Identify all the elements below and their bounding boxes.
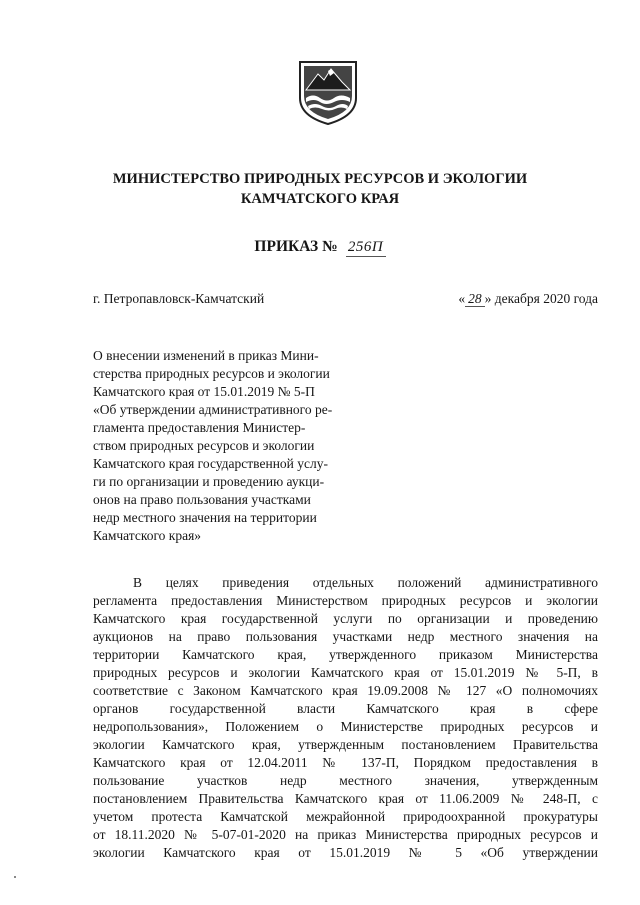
order-subject xyxy=(93,347,365,545)
date-open-quote: « xyxy=(458,291,466,306)
date-day: 28 xyxy=(465,291,485,307)
body-line: аукционов на право пользования участками недр местного значения на xyxy=(93,629,598,644)
body-line: постановлением Правительства Камчатского края от 11.06.2009 № 248-П, с xyxy=(93,791,598,806)
body-line: Камчатского края государственной услуги по организации и проведению xyxy=(93,611,598,626)
body-line: учетом протеста Камчатской межрайонной природоохранной прокуратуры xyxy=(93,809,598,824)
subject-line: ством природных ресурсов и экологии xyxy=(93,438,315,453)
body-line: территории Камчатского края, утвержденного приказом Министерства xyxy=(93,647,598,662)
order-body xyxy=(93,574,598,862)
order-label: ПРИКАЗ № xyxy=(254,238,338,255)
body-line: Камчатского края от 12.04.2011 № 137-П, Порядком предоставления в xyxy=(93,755,598,770)
subject-line: гламента предоставления Министер- xyxy=(93,420,306,435)
ministry-name-line2: КАМЧАТСКОГО КРАЯ xyxy=(240,191,400,207)
subject-line: стерства природных ресурсов и экологии xyxy=(93,366,330,381)
body-line: соответствие с Законом Камчатского края 19.09.2008 № 127 «О полномочиях xyxy=(93,683,598,698)
subject-line: недр местного значения на территории xyxy=(93,510,317,525)
scan-speck xyxy=(14,876,16,878)
body-line: органов государственной власти Камчатского края в сфере xyxy=(93,701,598,716)
body-line: недропользования», Положением о Министерстве природных ресурсов и xyxy=(93,719,598,734)
body-line: от 18.11.2020 № 5-07-01-2020 на приказ Министерства природных ресурсов и xyxy=(93,827,598,842)
order-heading xyxy=(0,238,640,257)
subject-line: Камчатского края» xyxy=(93,528,202,543)
body-line: регламента предоставления Министерством природных ресурсов и экологии xyxy=(93,593,598,608)
date-rest: » декабря 2020 года xyxy=(484,291,598,306)
subject-line: Камчатского края от 15.01.2019 № 5-П xyxy=(93,384,315,399)
subject-line: ги по организации и проведению аукци- xyxy=(93,474,325,489)
order-date xyxy=(458,291,598,307)
body-line: пользование участков недр местного значения, утвержденным xyxy=(93,773,598,788)
subject-line: онов на право пользования участками xyxy=(93,492,311,507)
ministry-name-line1: МИНИСТЕРСТВО ПРИРОДНЫХ РЕСУРСОВ И ЭКОЛОГИИ xyxy=(112,171,528,187)
order-number: 256П xyxy=(346,239,386,257)
subject-line: «Об утверждении административного ре- xyxy=(93,402,333,417)
subject-line: О внесении изменений в приказ Мини- xyxy=(93,348,319,363)
city: г. Петропавловск-Камчатский xyxy=(93,291,265,306)
body-line: экологии Камчатского края от 15.01.2019 № 5 «Об утверждении xyxy=(93,845,598,860)
body-line: В целях приведения отдельных положений административного xyxy=(133,575,598,590)
subject-line: Камчатского края государственной услу- xyxy=(93,456,328,471)
body-line: экологии Камчатского края, утвержденным постановлением Правительства xyxy=(93,737,598,752)
kamchatka-coat-of-arms-icon xyxy=(298,60,358,126)
body-line: природных ресурсов и экологии Камчатского края от 15.01.2019 № 5-П, в xyxy=(93,665,598,680)
